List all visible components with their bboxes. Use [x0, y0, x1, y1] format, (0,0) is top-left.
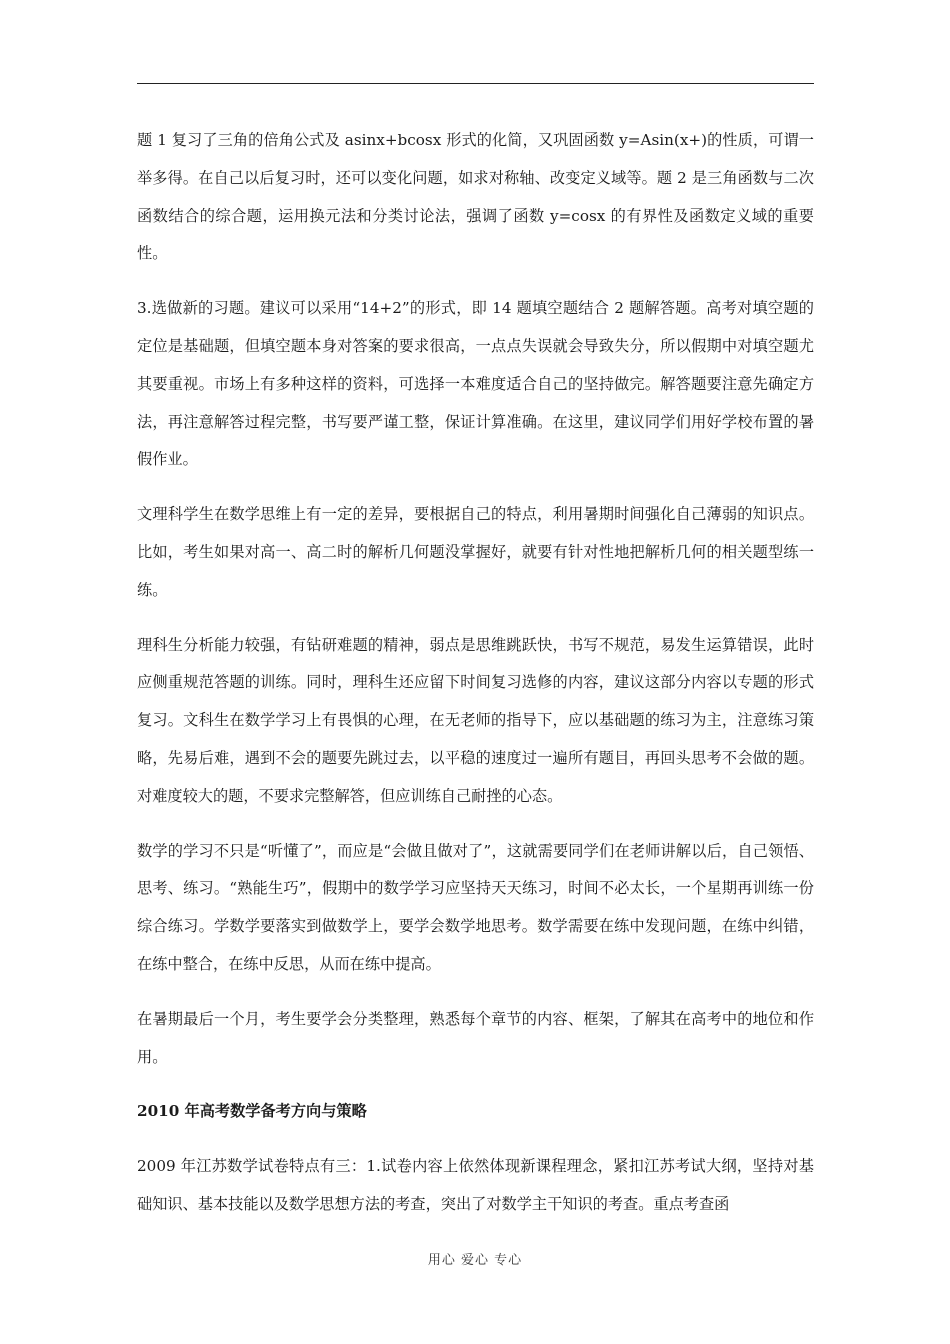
paragraph-science-arts-students: 理科生分析能力较强，有钻研难题的精神，弱点是思维跳跃快，书写不规范，易发生运算错误，此时应侧重规范答题的训练。同时，理科生还应留下时间复习选修的内容，建议这部分内容以专题的形式复习。文科生在数学学习上有畏惧的心理，在无老师的指导下，应以基础题的练习为主，注意练习策略，先易后难，遇到不会的题要先跳过去，以平稳的速度过一遍所有题目，再回头思考不会做的题。对难度较大的题，不要求完整解答，但应训练自己耐挫的心态。	[137, 635, 814, 805]
document-body	[137, 122, 814, 1224]
header-rule	[137, 83, 814, 84]
paragraph-last-month: 在暑期最后一个月，考生要学会分类整理，熟悉每个章节的内容、框架，了解其在高考中的地位和作用。	[137, 1009, 814, 1066]
page-footer: 用心 爱心 专心	[427, 1253, 523, 1268]
paragraph-review-problems: 题 1 复习了三角的倍角公式及 asinx+bcosx 形式的化简，又巩固函数 y=Asin(x+)的性质，可谓一举多得。在自己以后复习时，还可以变化问题，如求对称轴、改变定义域等。题 2 是三角函数与二次函数结合的综合题，运用换元法和分类讨论法，强调了函数 y=cosx 的有界性及函数定义域的重要性。	[137, 131, 814, 263]
section-heading: 2010 年高考数学备考方向与策略	[137, 1102, 367, 1121]
paragraph-2009-exam-features: 2009 年江苏数学试卷特点有三：1.试卷内容上依然体现新课程理念，紧扣江苏考试大纲，坚持对基础知识、基本技能以及数学思想方法的考查，突出了对数学主干知识的考查。重点考查函	[137, 1157, 814, 1213]
paragraph-new-exercises: 3.选做新的习题。建议可以采用“14+2”的形式，即 14 题填空题结合 2 题解答题。高考对填空题的定位是基础题，但填空题本身对答案的要求很高，一点点失误就会导致失分，所以假期中对填空题尤其要重视。市场上有多种这样的资料，可选择一本难度适合自己的坚持做完。解答题要注意先确定方法，再注意解答过程完整，书写要严谨工整，保证计算准确。在这里，建议同学们用好学校布置的暑假作业。	[137, 299, 814, 469]
paragraph-arts-science-difference: 文理科学生在数学思维上有一定的差异，要根据自己的特点，利用暑期时间强化自己薄弱的知识点。比如，考生如果对高一、高二时的解析几何题没掌握好，就要有针对性地把解析几何的相关题型练一练。	[137, 505, 814, 599]
paragraph-practice-daily: 数学的学习不只是“听懂了”，而应是“会做且做对了”，这就需要同学们在老师讲解以后，自己领悟、思考、练习。“熟能生巧”，假期中的数学学习应坚持天天练习，时间不必太长，一个星期再训练一份综合练习。学数学要落实到做数学上，要学会数学地思考。数学需要在练中发现问题，在练中纠错，在练中整合，在练中反思，从而在练中提高。	[137, 841, 814, 973]
